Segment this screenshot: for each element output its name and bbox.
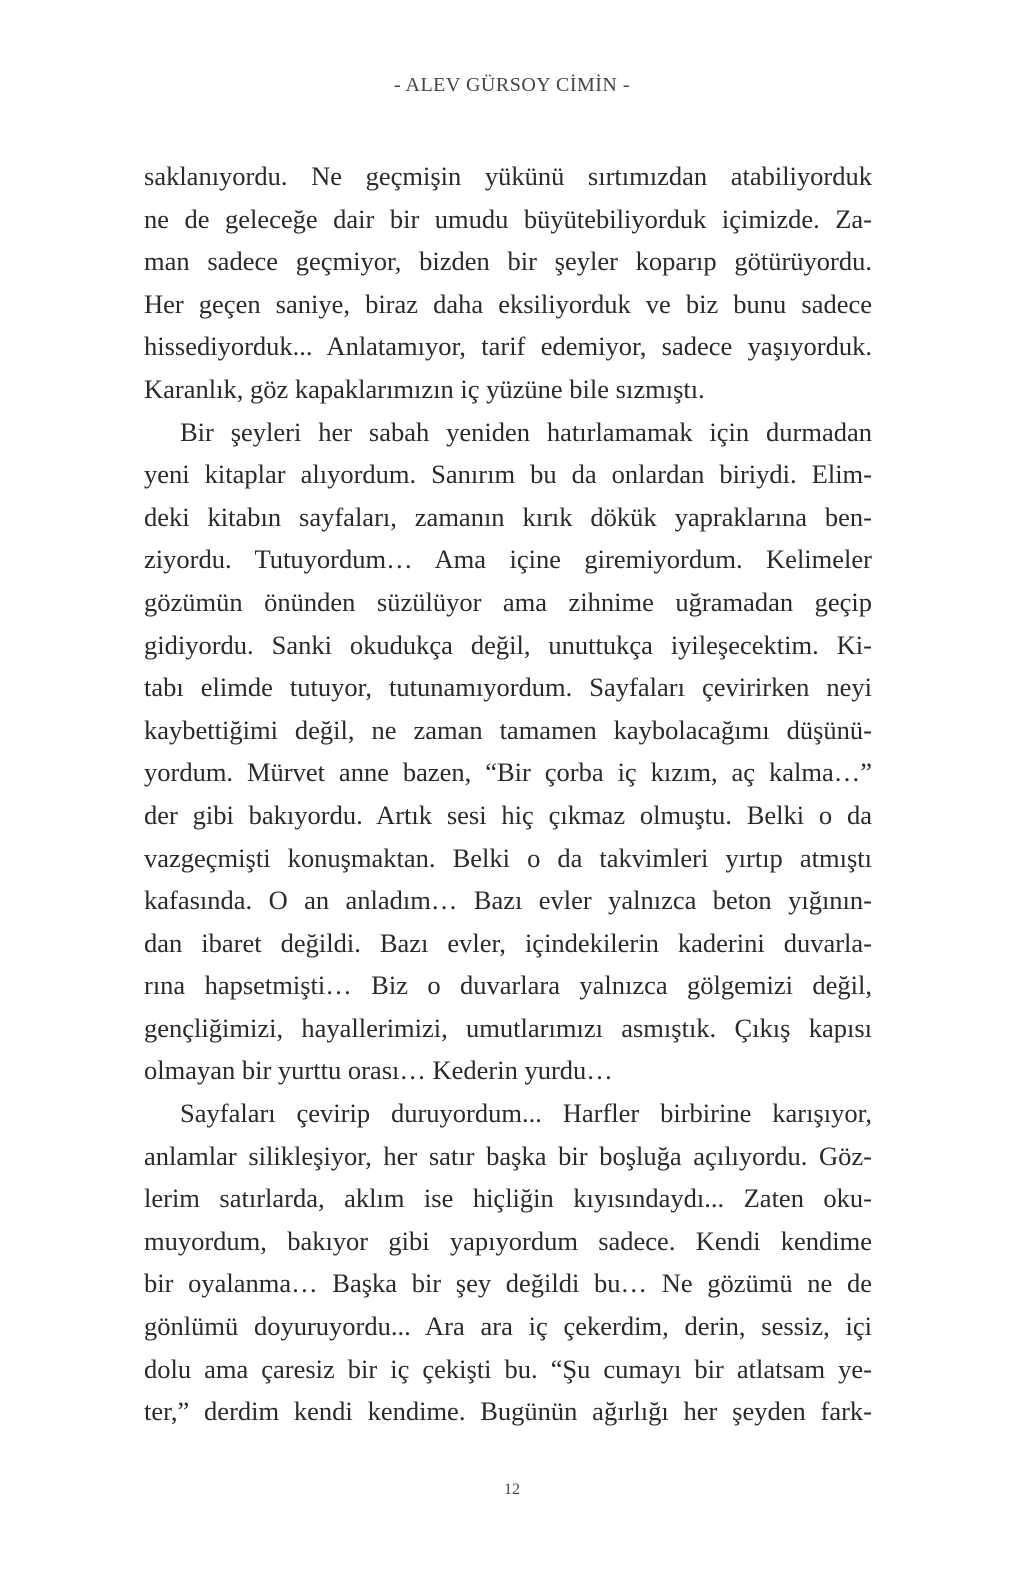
- text-line: hissediyorduk... Anlatamıyor, tarif edemiyor, sadece yaşıyorduk.: [144, 331, 872, 362]
- text-line: kafasında. O an anladım… Bazı evler yalnızca beton yığının-: [144, 885, 872, 916]
- paragraph-3: [144, 1092, 872, 1433]
- text-line: man sadece geçmiyor, bizden bir şeyler koparıp götürüyordu.: [144, 246, 872, 277]
- text-line: tabı elimde tutuyor, tutunamıyordum. Sayfaları çevirirken neyi: [144, 672, 872, 703]
- text-line: saklanıyordu. Ne geçmişin yükünü sırtımızdan atabiliyorduk: [144, 161, 872, 191]
- text-line: gönlümü doyuruyordu... Ara ara iç çekerdim, derin, sessiz, içi: [144, 1311, 872, 1342]
- body-text: [144, 155, 872, 1433]
- text-line: gidiyordu. Sanki okudukça değil, unuttukça iyileşecektim. Ki-: [144, 629, 872, 660]
- paragraph-1: [144, 155, 872, 411]
- text-line: yeni kitaplar alıyordum. Sanırım bu da onlardan biriydi. Elim-: [144, 459, 872, 490]
- text-line: ziyordu. Tutuyordum… Ama içine giremiyordum. Kelimeler: [144, 544, 872, 575]
- text-line: vazgeçmişti konuşmaktan. Belki o da takvimleri yırtıp atmıştı: [144, 842, 872, 873]
- page-number: 12: [504, 1481, 520, 1498]
- running-header: - ALEV GÜRSOY CİMİN -: [393, 74, 631, 96]
- text-line: gözümün önünden süzülüyor ama zihnime uğramadan geçip: [144, 586, 872, 617]
- text-line: lerim satırlarda, aklım ise hiçliğin kıyısındaydı... Zaten oku-: [144, 1183, 872, 1214]
- text-line: Her geçen saniye, biraz daha eksiliyorduk ve biz bunu sadece: [144, 288, 872, 319]
- text-line: anlamlar silikleşiyor, her satır başka bir boşluğa açılıyordu. Göz-: [144, 1140, 872, 1171]
- text-line: muyordum, bakıyor gibi yapıyordum sadece. Kendi kendime: [144, 1225, 872, 1256]
- text-line: der gibi bakıyordu. Artık sesi hiç çıkmaz olmuştu. Belki o da: [144, 799, 872, 830]
- text-line: dan ibaret değildi. Bazı evler, içindekilerin kaderini duvarla-: [144, 927, 872, 958]
- text-line: ter,” derdim kendi kendime. Bugünün ağırlığı her şeyden fark-: [144, 1396, 872, 1427]
- text-line: rına hapsetmişti… Biz o duvarlara yalnızca gölgemizi değil,: [144, 970, 872, 1001]
- text-line: gençliğimizi, hayallerimizi, umutlarımızı asmıştık. Çıkış kapısı: [144, 1012, 872, 1043]
- paragraph-2: [144, 411, 872, 1093]
- text-line: ne de geleceğe dair bir umudu büyütebiliyorduk içimizde. Za-: [144, 203, 872, 234]
- text-line: bir oyalanma… Başka bir şey değildi bu… Ne gözümü ne de: [144, 1268, 872, 1299]
- text-line: Sayfaları çevirip duruyordum... Harfler birbirine karışıyor,: [180, 1098, 872, 1129]
- text-line: deki kitabın sayfaları, zamanın kırık dökük yapraklarına ben-: [144, 501, 872, 532]
- text-line: yordum. Mürvet anne bazen, “Bir çorba iç kızım, aç kalma…”: [144, 757, 872, 788]
- text-line: kaybettiğimi değil, ne zaman tamamen kaybolacağımı düşünü-: [144, 714, 872, 745]
- text-line: Karanlık, göz kapaklarımızın iç yüzüne bile sızmıştı.: [144, 373, 705, 404]
- text-line: olmayan bir yurttu orası… Kederin yurdu…: [144, 1055, 613, 1086]
- text-line: Bir şeyleri her sabah yeniden hatırlamamak için durmadan: [180, 416, 872, 447]
- text-line: dolu ama çaresiz bir iç çekişti bu. “Şu cumayı bir atlatsam ye-: [144, 1353, 872, 1384]
